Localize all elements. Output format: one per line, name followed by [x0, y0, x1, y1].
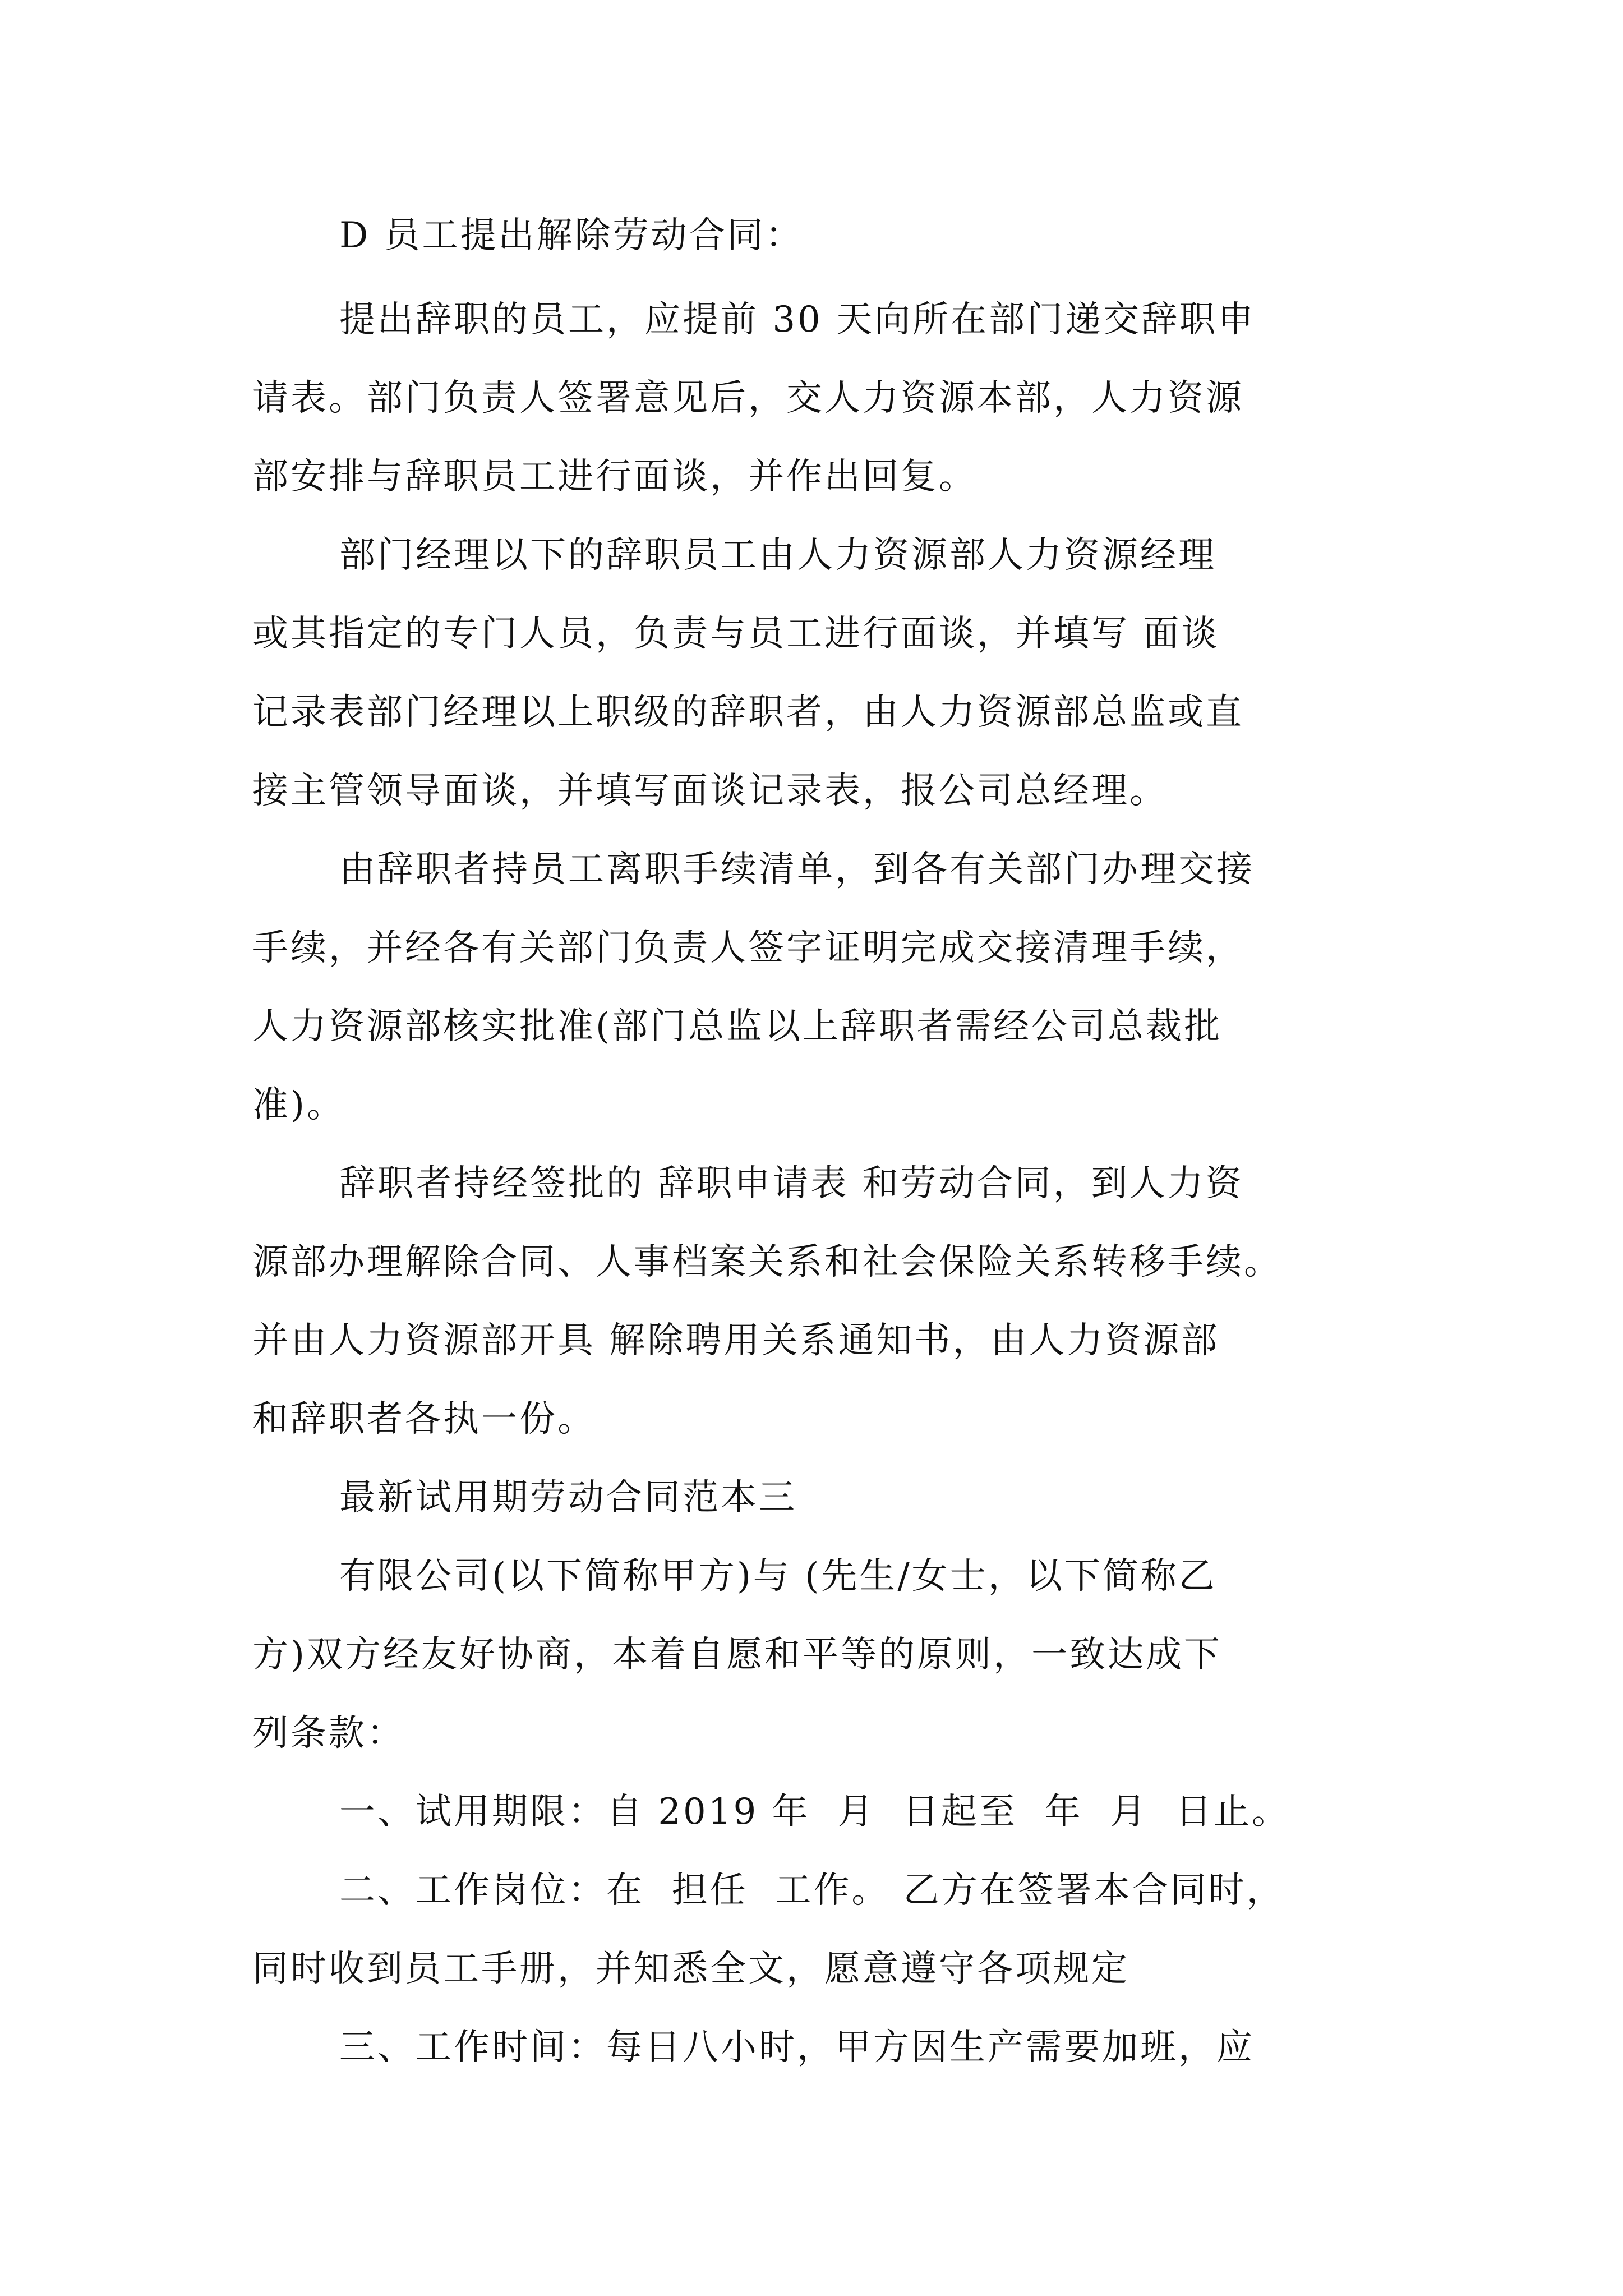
section-heading: D 员工提出解除劳动合同： — [339, 215, 804, 256]
paragraph-line: 准)。 — [252, 1084, 345, 1126]
paragraph-line: 有限公司(以下简称甲方)与 (先生/女士，以下简称乙 — [339, 1556, 1217, 1597]
paragraph-line: 由辞职者持员工离职手续清单，到各有关部门办理交接 — [339, 849, 1255, 890]
paragraph-line: 列条款： — [252, 1713, 405, 1754]
paragraph-line: 方)双方经友好协商，本着自愿和平等的原则，一致达成下 — [252, 1634, 1222, 1676]
paragraph-line: 和辞职者各执一份。 — [252, 1398, 596, 1440]
paragraph-line: 人力资源部核实批准(部门总监以上辞职者需经公司总裁批 — [252, 1006, 1222, 1047]
paragraph-line: 部门经理以下的辞职员工由人力资源部人力资源经理 — [339, 535, 1216, 576]
paragraph-line: 或其指定的专门人员，负责与员工进行面谈，并填写 面谈 — [252, 613, 1220, 655]
clause-line: 三、工作时间：每日八小时，甲方因生产需要加班，应 — [339, 2027, 1255, 2068]
contract-title: 最新试用期劳动合同范本三 — [339, 1477, 797, 1519]
paragraph-line: 请表。部门负责人签署意见后，交人力资源本部，人力资源 — [252, 378, 1244, 419]
paragraph-line: 部安排与辞职员工进行面谈，并作出回复。 — [252, 456, 977, 498]
paragraph-line: 记录表部门经理以上职级的辞职者，由人力资源部总监或直 — [252, 692, 1244, 733]
paragraph-line: 接主管领导面谈，并填写面谈记录表，报公司总经理。 — [252, 770, 1168, 812]
paragraph-line: 提出辞职的员工，应提前 30 天向所在部门递交辞职申 — [339, 299, 1256, 341]
paragraph-line: 辞职者持经签批的 辞职申请表 和劳动合同，到人力资 — [339, 1163, 1244, 1204]
clause-line: 二、工作岗位：在 担任 工作。 乙方在签署本合同时， — [339, 1870, 1285, 1911]
clause-line: 一、试用期限：自 2019 年 月 日起至 年 月 日止。 — [339, 1791, 1290, 1833]
clause-line: 同时收到员工手册，并知悉全文，愿意遵守各项规定 — [252, 1948, 1129, 1990]
paragraph-line: 并由人力资源部开具 解除聘用关系通知书，由人力资源部 — [252, 1320, 1220, 1361]
paragraph-line: 源部办理解除合同、人事档案关系和社会保险关系转移手续。 — [252, 1241, 1282, 1283]
paragraph-line: 手续，并经各有关部门负责人签字证明完成交接清理手续， — [252, 927, 1244, 969]
